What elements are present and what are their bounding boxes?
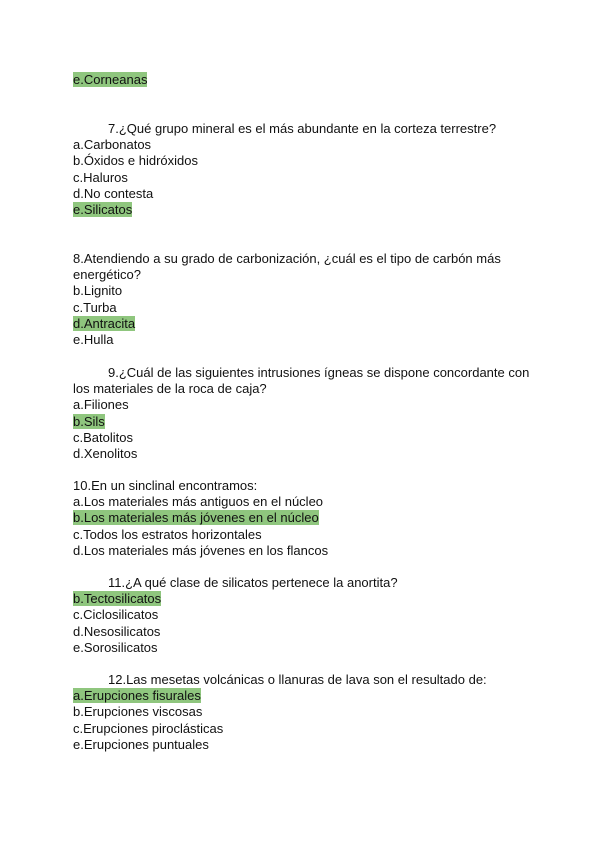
option: c.Turba: [73, 299, 117, 315]
correct-answer: d.Antracita: [73, 315, 136, 331]
option: c.Erupciones piroclásticas: [73, 720, 224, 736]
option: [73, 414, 543, 430]
correct-answer: e.Corneanas: [73, 72, 148, 87]
option: [73, 316, 543, 332]
option: d.Nesosilicatos: [73, 623, 161, 639]
option: d.Los materiales más jóvenes en los flancos: [73, 542, 329, 558]
question-text: 12.Las mesetas volcánicas o llanuras de lava son el resultado de:: [108, 672, 487, 687]
correct-answer: a.Erupciones fisurales: [73, 688, 201, 704]
option: b.Erupciones viscosas: [73, 704, 203, 720]
option: [73, 510, 543, 526]
option: c.Todos los estratos horizontales: [73, 526, 262, 542]
option: c.Haluros: [73, 169, 128, 185]
question-block-8: [73, 251, 543, 348]
question-block-10: [73, 478, 543, 559]
option: a.Filiones: [73, 397, 129, 413]
correct-answer: e.Silicatos: [73, 202, 133, 218]
option: d.Xenolitos: [73, 446, 138, 462]
question-text: 10.En un sinclinal encontramos:: [73, 478, 258, 493]
option: [73, 688, 543, 704]
option: e.Sorosilicatos: [73, 639, 158, 655]
question-block-12: [73, 672, 543, 753]
option: b.Lignito: [73, 283, 123, 299]
option: [73, 202, 543, 218]
option: e.Erupciones puntuales: [73, 736, 209, 752]
option: d.No contesta: [73, 185, 154, 201]
answer-block-6: [73, 72, 543, 88]
question-text: 8.Atendiendo a su grado de carbonización, ¿cuál es el tipo de carbón más energético?: [73, 251, 501, 283]
option: c.Ciclosilicatos: [73, 607, 159, 623]
question-text: 11.¿A qué clase de silicatos pertenece la anortita?: [108, 575, 398, 590]
option: [73, 72, 543, 88]
correct-answer: b.Sils: [73, 413, 105, 429]
option: a.Carbonatos: [73, 137, 152, 153]
question-block-9: [73, 365, 543, 462]
option: e.Hulla: [73, 332, 114, 348]
question-block-7: [73, 121, 543, 218]
option: a.Los materiales más antiguos en el núcleo: [73, 494, 324, 510]
correct-answer: b.Tectosilicatos: [73, 591, 162, 607]
option: b.Óxidos e hidróxidos: [73, 153, 199, 169]
option: [73, 591, 543, 607]
option: c.Batolitos: [73, 429, 133, 445]
question-text: 7.¿Qué grupo mineral es el más abundante en la corteza terrestre?: [108, 121, 497, 136]
correct-answer: b.Los materiales más jóvenes en el núcleo: [73, 510, 319, 526]
question-block-11: [73, 575, 543, 656]
question-text: 9.¿Cuál de las siguientes intrusiones ígneas se dispone concordante con los materiales de la roca de caja?: [73, 365, 530, 397]
